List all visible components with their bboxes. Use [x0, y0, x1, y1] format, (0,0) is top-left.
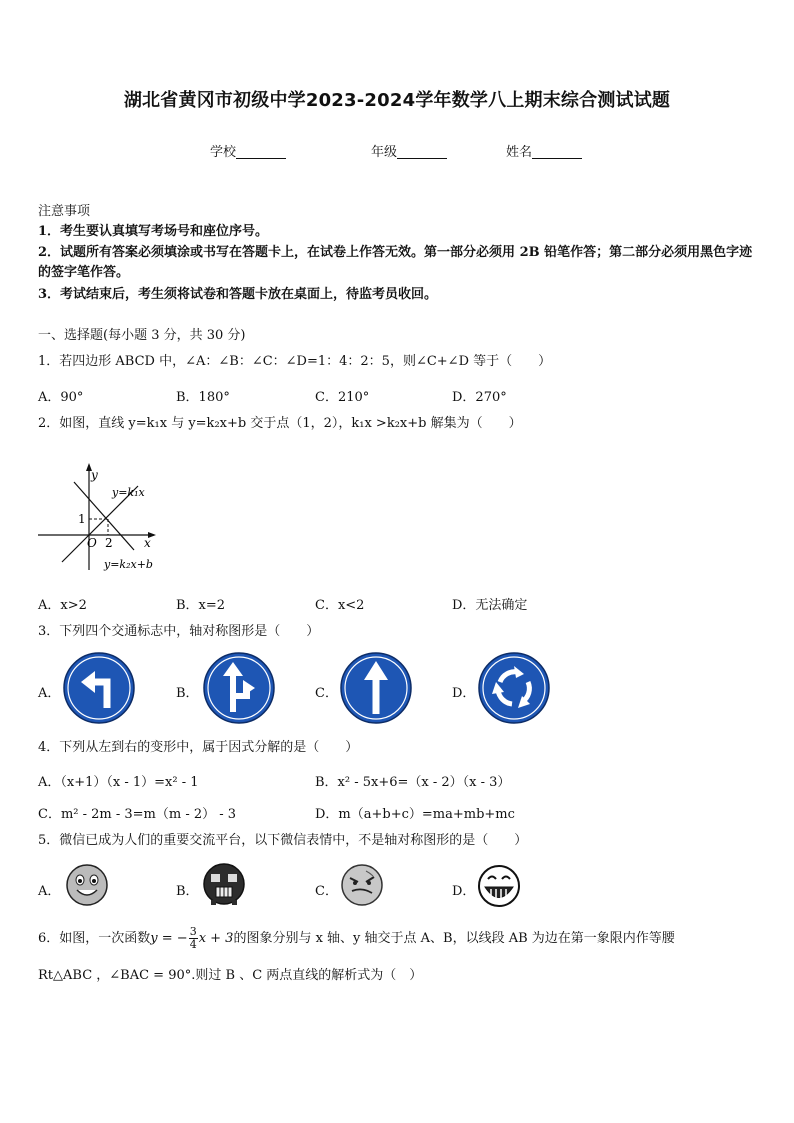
grade-blank[interactable] — [397, 145, 447, 159]
name-blank[interactable] — [532, 145, 582, 159]
section-heading: 一、选择题(每小题 3 分，共 30 分) — [38, 328, 246, 343]
q1-stem: 1．若四边形 ABCD 中，∠A：∠B：∠C：∠D=1：4：2：5，则∠C+∠D 等于（ ） — [38, 354, 552, 369]
q4-stem: 4．下列从左到右的变形中，属于因式分解的是（ ） — [38, 740, 359, 755]
y-axis-label: y — [91, 468, 98, 482]
q5-label-a[interactable]: A． — [38, 884, 61, 899]
q2-stem: 2．如图，直线 y=k₁x 与 y=k₂x+b 交于点（1，2），k₁x >k₂x+b 解集为（ ） — [38, 416, 522, 431]
straight-arrow-icon[interactable] — [340, 652, 412, 724]
q1-option-d[interactable]: D．270° — [452, 390, 507, 405]
school-blank[interactable] — [236, 145, 286, 159]
note-item-3: 3．考试结束后，考生须将试卷和答题卡放在桌面上，待监考员收回。 — [38, 287, 438, 302]
roundabout-icon[interactable] — [478, 652, 550, 724]
tick-x-label: 2 — [105, 536, 113, 550]
q3-stem: 3．下列四个交通标志中，轴对称图形是（ ） — [38, 624, 320, 639]
q6-mid: 的图象分别与 x 轴、y 轴交于点 A、B，以线段 AB 为边在第一象限内作等腰 — [233, 931, 675, 946]
straight-or-right-arrow-icon[interactable] — [203, 652, 275, 724]
grade-field — [371, 141, 447, 160]
line-k2-label: y=k₂x+b — [104, 558, 153, 571]
q3-label-a[interactable]: A． — [38, 686, 61, 701]
q6-line-2: Rt△ABC ，∠BAC = 90°.则过 B 、C 两点直线的解析式为（ ） — [38, 968, 423, 983]
q5-label-b[interactable]: B． — [176, 884, 199, 899]
q4-option-a[interactable]: A．（x+1）（x - 1）=x² - 1 — [38, 775, 199, 790]
line-k1-label: y=k₁x — [112, 486, 145, 499]
q2-option-d[interactable]: D．无法确定 — [452, 598, 528, 613]
exam-title: 湖北省黄冈市初级中学2023-2024学年数学八上期末综合测试试题 — [123, 90, 671, 111]
origin-label: O — [87, 536, 97, 550]
q4-option-b[interactable]: B．x² - 5x+6=（x - 2）（x - 3） — [315, 775, 511, 790]
name-label: 姓名 — [506, 145, 533, 160]
q6-func-rhs: x + 3 — [198, 931, 234, 946]
q3-label-b[interactable]: B． — [176, 686, 199, 701]
q6-frac-num: 3 — [189, 925, 197, 938]
grin-face-icon[interactable] — [477, 864, 521, 908]
q2-graph — [34, 458, 164, 576]
note-item-2: 2．试题所有答案必须填涂或书写在答题卡上，在试卷上作答无效。第一部分必须用 2B 铅笔作答；第二部分必须用黑色字迹的签字笔作答。 — [38, 245, 753, 280]
q1-option-a[interactable]: A．90° — [38, 390, 84, 405]
q6-prefix: 6．如图，一次函数 — [38, 931, 151, 946]
grimace-face-icon[interactable] — [340, 863, 384, 907]
q6-line-1 — [38, 926, 675, 952]
q6-fraction — [189, 926, 198, 951]
q5-label-d[interactable]: D． — [452, 884, 476, 899]
q1-option-c[interactable]: C．210° — [315, 390, 370, 405]
q6-frac-den: 4 — [189, 938, 197, 951]
q6-func-lhs: y = − — [150, 931, 188, 946]
q4-option-d[interactable]: D．m（a+b+c）=ma+mb+mc — [315, 807, 515, 822]
turn-left-arrow-icon[interactable] — [63, 652, 135, 724]
q5-label-c[interactable]: C． — [315, 884, 338, 899]
q4-option-c[interactable]: C．m² - 2m - 3=m（m - 2） - 3 — [38, 807, 237, 822]
x-axis-label: x — [144, 536, 151, 550]
note-item-1: 1．考生要认真填写考场号和座位序号。 — [38, 224, 269, 239]
grade-label: 年级 — [371, 145, 398, 160]
school-label: 学校 — [210, 145, 237, 160]
q2-option-a[interactable]: A．x>2 — [38, 598, 87, 613]
school-field — [210, 141, 286, 160]
q3-label-c[interactable]: C． — [315, 686, 338, 701]
tick-y-label: 1 — [78, 512, 86, 526]
notes-heading: 注意事项 — [38, 204, 91, 219]
q2-option-c[interactable]: C．x<2 — [315, 598, 365, 613]
q2-option-b[interactable]: B．x=2 — [176, 598, 226, 613]
q1-option-b[interactable]: B．180° — [176, 390, 230, 405]
name-field — [506, 141, 582, 160]
q3-label-d[interactable]: D． — [452, 686, 476, 701]
q5-stem: 5．微信已成为人们的重要交流平台，以下微信表情中，不是轴对称图形的是（ ） — [38, 833, 528, 848]
smile-face-icon[interactable] — [65, 863, 109, 907]
crying-face-icon[interactable] — [202, 862, 246, 906]
